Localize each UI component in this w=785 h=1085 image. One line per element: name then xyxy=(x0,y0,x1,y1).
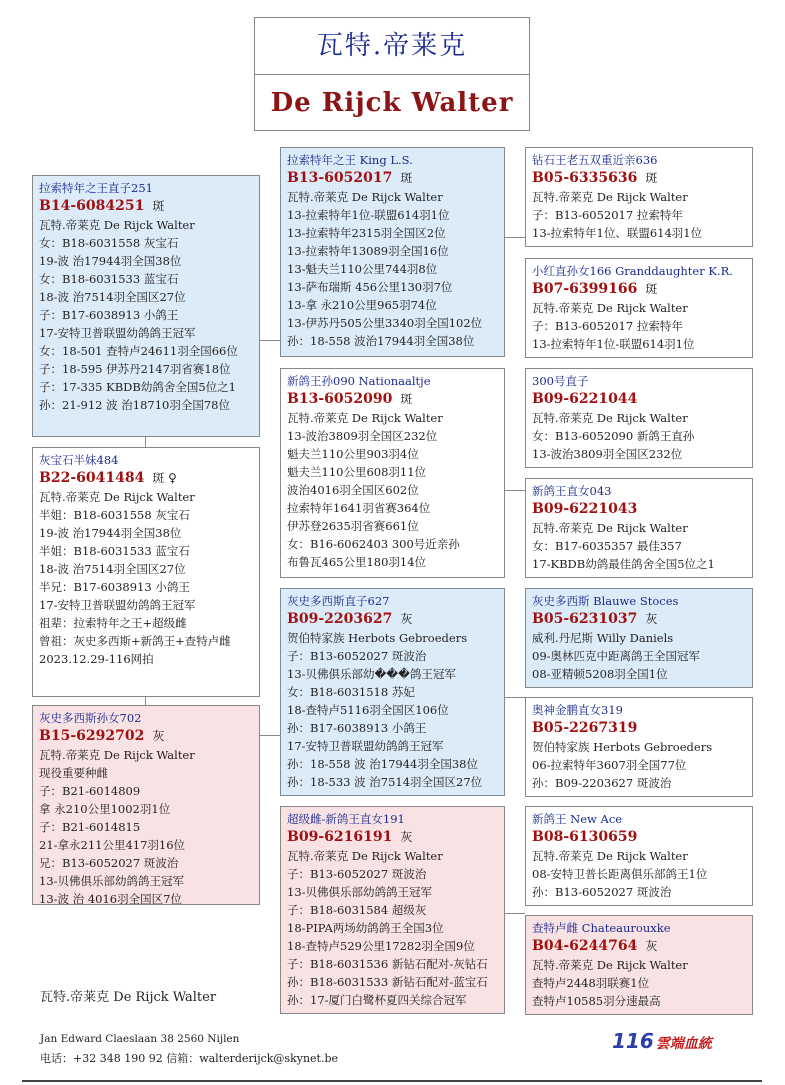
ring-number: B09-6221044 xyxy=(532,391,638,407)
card-sss[interactable] xyxy=(525,147,753,247)
logo-text: 雲端血統 xyxy=(655,1036,712,1052)
card-line: 魁夫兰110公里903羽4位 xyxy=(287,447,419,461)
card-header: 新鸽王直女043 xyxy=(532,484,612,498)
card-line: 兄：B13-6052027 斑波治 xyxy=(39,856,179,870)
card-line: 孙：18-558 波治17944羽全国38位 xyxy=(287,334,475,348)
card-dds[interactable] xyxy=(525,806,753,906)
card-line: 08-安特卫普长距离俱乐部鸽王1位 xyxy=(532,867,708,881)
card-line: 魁夫兰110公里608羽11位 xyxy=(287,465,427,479)
card-line: 瓦特.帝莱克 De Rijck Walter xyxy=(532,849,688,863)
card-line: 瓦特.帝莱克 De Rijck Walter xyxy=(532,301,688,315)
ring-suffix: 斑 xyxy=(400,171,413,185)
card-line: 08-亚精顿5208羽全国1位 xyxy=(532,667,668,681)
card-line: 孙：B09-2203627 斑波治 xyxy=(532,776,672,790)
card-sds[interactable] xyxy=(525,368,753,468)
card-header: 灰史多西斯 Blauwe Stoces xyxy=(532,594,679,608)
card-line: 13-贝佛俱乐部幼���鸽王冠军 xyxy=(287,667,456,681)
card-line: 13-拉索特年1位、联盟614羽1位 xyxy=(532,226,703,240)
card-line: 子：B21-6014809 xyxy=(39,784,141,798)
card-line: 布鲁瓦465公里180羽14位 xyxy=(287,555,427,569)
card-line: 孙：18-533 波 治7514羽全国区27位 xyxy=(287,775,483,789)
title-box xyxy=(254,17,530,131)
card-header: 拉索特年之王 King L.S. xyxy=(287,153,413,167)
card-line: 19-波 治17944羽全国38位 xyxy=(39,526,182,540)
card-line: 女：18-501 查特卢24611羽全国66位 xyxy=(39,344,238,358)
ring-number: B05-6335636 斑 xyxy=(532,170,658,186)
ring-number: B09-6216191 灰 xyxy=(287,829,413,845)
connector-dam-sire-dam xyxy=(145,697,146,705)
card-header: 300号直子 xyxy=(532,374,589,388)
logo-number: 116 xyxy=(612,1029,654,1053)
card-line: 18-查特卢529公里17282羽全国9位 xyxy=(287,939,475,953)
card-line: 拉索特年1641羽省赛364位 xyxy=(287,501,431,515)
card-line: 女：B13-6052090 新鸽王直孙 xyxy=(532,429,695,443)
connector-sd-sdd xyxy=(505,490,525,491)
card-line: 贺伯特家族 Herbots Gebroeders xyxy=(532,740,713,754)
card-line: 女：B18-6031518 苏妃 xyxy=(287,685,415,699)
card-line: 曾祖：灰史多西斯+新鸽王+查特卢雌 xyxy=(39,634,231,648)
card-line: 13-伊苏丹505公里3340羽全国102位 xyxy=(287,316,483,330)
card-line: 子：B13-6052017 拉索特年 xyxy=(532,208,683,222)
card-line: 子：B21-6014815 xyxy=(39,820,141,834)
connector-ss-sss xyxy=(505,237,525,238)
card-line: 子：B13-6052027 斑波治 xyxy=(287,867,427,881)
card-line: 现役重要种雌 xyxy=(39,766,108,780)
card-dam[interactable] xyxy=(32,447,260,697)
card-line: 13-拉索特年1位-联盟614羽1位 xyxy=(287,208,450,222)
card-line: 19-波 治17944羽全国38位 xyxy=(39,254,182,268)
card-header: 灰史多西斯孙女702 xyxy=(39,711,142,725)
ring-suffix: 斑 xyxy=(645,282,658,296)
ring-number: B22-6041484 斑 ♀ xyxy=(39,470,177,486)
card-line: 半兄：B17-6038913 小鸽王 xyxy=(39,580,190,594)
card-ds[interactable] xyxy=(280,588,505,796)
card-line: 17-安特卫普联盟幼鸽鸽王冠军 xyxy=(287,739,444,753)
card-line: 子：B13-6052027 斑波治 xyxy=(287,649,427,663)
ring-suffix: 灰 xyxy=(400,612,413,626)
ring-number: B08-6130659 xyxy=(532,829,638,845)
ring-suffix: 斑 xyxy=(400,392,413,406)
card-line: 13-拿 永210公里965羽74位 xyxy=(287,298,437,312)
card-dsd[interactable] xyxy=(525,697,753,797)
card-sire-dam[interactable] xyxy=(32,705,260,905)
card-line: 瓦特.帝莱克 De Rijck Walter xyxy=(39,748,195,762)
card-line: 半姐：B18-6031533 蓝宝石 xyxy=(39,544,190,558)
card-ddd[interactable] xyxy=(525,915,753,1015)
connector-sire-dam-dd xyxy=(260,735,280,736)
card-line: 13-拉索特年2315羽全国区2位 xyxy=(287,226,446,240)
ring-number: B05-2267319 xyxy=(532,720,638,736)
card-line: 孙：17-厦门白鹭杯夏四关综合冠军 xyxy=(287,993,467,1007)
card-header: 新鸽王孙090 Nationaaltje xyxy=(287,374,431,388)
ring-number: B09-2203627 灰 xyxy=(287,611,413,627)
ring-suffix: 斑 xyxy=(152,199,165,213)
ring-number: B07-6399166 斑 xyxy=(532,281,658,297)
card-line: 18-PIPA两场幼鸽鸽王全国3位 xyxy=(287,921,444,935)
card-line: 祖辈：拉索特年之王+超级雌 xyxy=(39,616,187,630)
card-line: 孙：B13-6052027 斑波治 xyxy=(532,885,672,899)
card-ss[interactable] xyxy=(280,147,505,357)
connector-dd-ddd xyxy=(505,913,525,914)
card-line: 半姐：B18-6031558 灰宝石 xyxy=(39,508,190,522)
card-line: 子：17-335 KBDB幼鸽舍全国5位之1 xyxy=(39,380,236,394)
address: Jan Edward Claeslaan 38 2560 Nijlen xyxy=(40,1033,240,1045)
card-line: 13-萨布瑞斯 456公里130羽7位 xyxy=(287,280,453,294)
brand-logo xyxy=(612,1029,712,1057)
card-line: 13-贝佛俱乐部幼鸽鸽王冠军 xyxy=(287,885,433,899)
contact-line: 电话：+32 348 190 92 信箱：walterderijck@skynet.be xyxy=(40,1052,339,1065)
ring-suffix: 斑 xyxy=(645,171,658,185)
card-line: 贺伯特家族 Herbots Gebroeders xyxy=(287,631,468,645)
card-header: 小红直孙女166 Granddaughter K.R. xyxy=(532,264,733,278)
card-header: 奥神金鹏直女319 xyxy=(532,703,623,717)
card-line: 21-拿永211公里417羽16位 xyxy=(39,838,186,852)
card-line: 女：B18-6031533 蓝宝石 xyxy=(39,272,179,286)
connector-ds-dsd xyxy=(505,697,525,698)
ring-number: B13-6052017 斑 xyxy=(287,170,413,186)
card-line: 拿 永210公里1002羽1位 xyxy=(39,802,171,816)
card-line: 2023.12.29-116网拍 xyxy=(39,652,154,666)
card-line: 13-贝佛俱乐部幼鸽鸽王冠军 xyxy=(39,874,185,888)
signature: 瓦特.帝莱克 De Rijck Walter xyxy=(40,990,217,1005)
ring-suffix: 灰 xyxy=(152,729,165,743)
card-line: 17-安特卫普联盟幼鸽鸽王冠军 xyxy=(39,326,196,340)
card-sdd[interactable] xyxy=(525,478,753,578)
card-line: 子：B13-6052017 拉索特年 xyxy=(532,319,683,333)
ring-number: B04-6244764 灰 xyxy=(532,938,658,954)
ring-suffix: 灰 xyxy=(645,612,658,626)
card-line: 查特卢2448羽联赛1位 xyxy=(532,976,650,990)
card-line: 瓦特.帝莱克 De Rijck Walter xyxy=(287,190,443,204)
card-line: 18-查特卢5116羽全国区106位 xyxy=(287,703,449,717)
card-line: 09-奥林匹克中距离鸽王全国冠军 xyxy=(532,649,701,663)
card-line: 孙：B17-6038913 小鸽王 xyxy=(287,721,427,735)
card-line: 17-安特卫普联盟幼鸽鸽王冠军 xyxy=(39,598,196,612)
bottom-divider xyxy=(22,1080,762,1082)
card-header: 新鸽王 New Ace xyxy=(532,812,623,826)
card-line: 威利.丹尼斯 Willy Daniels xyxy=(532,631,674,645)
card-line: 13-拉索特年13089羽全国16位 xyxy=(287,244,449,258)
card-line: 瓦特.帝莱克 De Rijck Walter xyxy=(532,411,688,425)
card-header: 灰宝石半妹484 xyxy=(39,453,119,467)
card-line: 17-KBDB幼鸽最佳鸽舍全国5位之1 xyxy=(532,557,715,571)
card-line: 波治4016羽全国区602位 xyxy=(287,483,419,497)
ring-suffix: 灰 xyxy=(400,830,413,844)
card-dss[interactable] xyxy=(525,588,753,688)
card-line: 子：18-595 伊苏丹2147羽省赛18位 xyxy=(39,362,231,376)
ring-number: B09-6221043 xyxy=(532,501,638,517)
ring-suffix: 斑 ♀ xyxy=(152,471,177,485)
card-line: 瓦特.帝莱克 De Rijck Walter xyxy=(39,218,195,232)
card-line: 女：B16-6062403 300号近亲孙 xyxy=(287,537,460,551)
card-line: 06-拉索特年3607羽全国77位 xyxy=(532,758,687,772)
card-line: 女：B18-6031558 灰宝石 xyxy=(39,236,179,250)
title-english: De Rijck Walter xyxy=(270,88,514,118)
card-line: 女：B17-6035357 最佳357 xyxy=(532,539,682,553)
card-sd[interactable] xyxy=(280,368,505,578)
card-header: 查特卢雌 Chateaurouxke xyxy=(532,921,671,935)
ring-number: B13-6052090 斑 xyxy=(287,391,413,407)
card-line: 查特卢10585羽分速最高 xyxy=(532,994,661,1008)
card-line: 13-波 治 4016羽全国区7位 xyxy=(39,892,182,905)
card-header: 超级雌-新鸽王直女191 xyxy=(287,812,405,826)
card-line: 瓦特.帝莱克 De Rijck Walter xyxy=(532,521,688,535)
ring-suffix: 灰 xyxy=(645,939,658,953)
connector-sire-dam xyxy=(145,437,146,447)
card-line: 子：B18-6031536 新钻石配对-灰钻石 xyxy=(287,957,488,971)
card-line: 瓦特.帝莱克 De Rijck Walter xyxy=(532,958,688,972)
card-line: 18-波 治7514羽全国区27位 xyxy=(39,290,186,304)
ring-number: B15-6292702 灰 xyxy=(39,728,165,744)
card-sire[interactable] xyxy=(32,175,260,437)
ring-number: B14-6084251 斑 xyxy=(39,198,165,214)
card-line: 伊苏登2635羽省赛661位 xyxy=(287,519,419,533)
card-line: 瓦特.帝莱克 De Rijck Walter xyxy=(532,190,688,204)
card-line: 13-波治3809羽全国区232位 xyxy=(532,447,683,461)
card-line: 子：B17-6038913 小鸽王 xyxy=(39,308,179,322)
card-line: 13-魁夫兰110公里744羽8位 xyxy=(287,262,438,276)
card-line: 13-波治3809羽全国区232位 xyxy=(287,429,438,443)
card-line: 瓦特.帝莱克 De Rijck Walter xyxy=(287,849,443,863)
ring-number: B05-6231037 灰 xyxy=(532,611,658,627)
card-line: 瓦特.帝莱克 De Rijck Walter xyxy=(287,411,443,425)
card-line: 孙：21-912 波 治18710羽全国78位 xyxy=(39,398,230,412)
card-line: 孙：B18-6031533 新钻石配对-蓝宝石 xyxy=(287,975,488,989)
card-line: 18-波 治7514羽全国区27位 xyxy=(39,562,186,576)
card-ssd[interactable] xyxy=(525,258,753,358)
card-dd[interactable] xyxy=(280,806,505,1014)
title-chinese: 瓦特.帝莱克 xyxy=(255,18,529,75)
card-line: 子：B18-6031584 超级灰 xyxy=(287,903,427,917)
card-header: 拉索特年之王直子251 xyxy=(39,181,153,195)
card-line: 孙：18-558 波 治17944羽全国38位 xyxy=(287,757,478,771)
card-line: 瓦特.帝莱克 De Rijck Walter xyxy=(39,490,195,504)
card-header: 灰史多西斯直子627 xyxy=(287,594,390,608)
card-line: 13-拉索特年1位-联盟614羽1位 xyxy=(532,337,695,351)
card-header: 钻石王老五双重近亲636 xyxy=(532,153,658,167)
connector-sire-ss xyxy=(260,340,280,341)
